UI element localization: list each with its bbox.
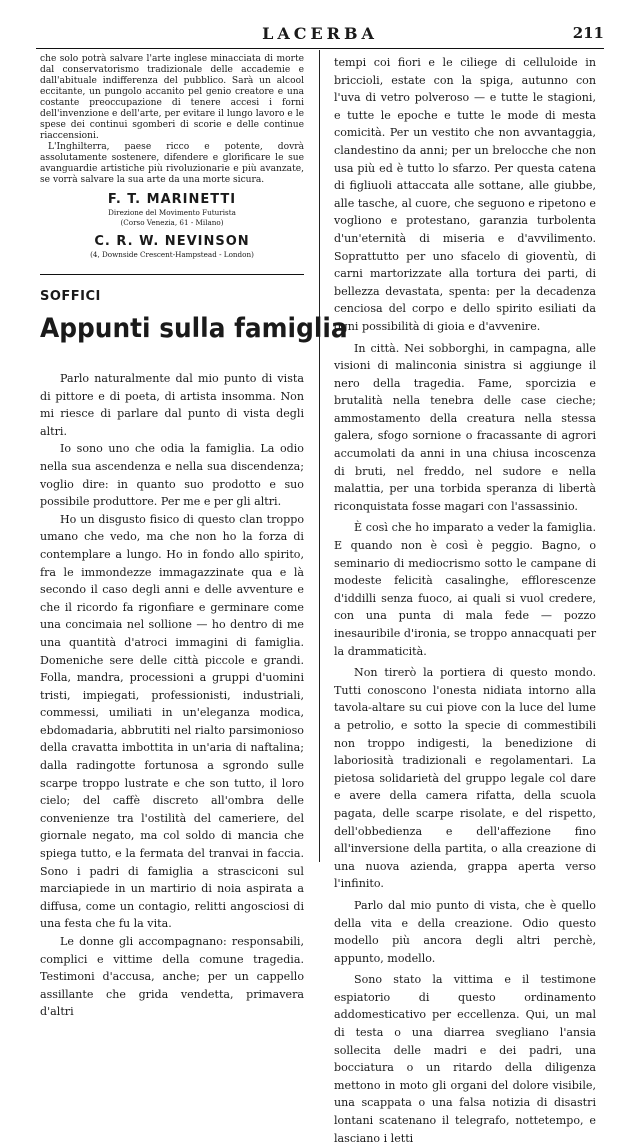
article-body-left — [40, 370, 304, 1021]
right-column — [334, 54, 596, 1147]
masthead: LACERBA — [262, 24, 378, 43]
signature-name: F. T. MARINETTI — [107, 192, 237, 207]
article-paragraph: Ho un disgusto fisico di questo clan troppo umano che vedo, ma che non ho la forza di contemplare a lungo. Ho in fondo allo spirito, fra le immondezze immagazzinate qua e là secondo il caso degli anni e delle avventure e che il ricordo fa rigonfiare e germinare come una concimaia nel sollione — ho dentro di me una quantità d'atroci immagini di famiglia. Domeniche sere delle città piccole e grandi. Folla, mandra, processioni a gruppi d'uomini tristi, impiegati, professionisti, industriali, commessi, umiliati in un'eleganza modica, ebdomadaria, abbrutiti nel rialto parsimonioso della cravatta imbottita in un'aria di naftalina; dalla radingotte fortunosa a sgrondo sulle scarpe troppo lustrate e che son tutto, il loro cielo; del caffè discreto all'ombra delle convenienze tra l'ostilità del cameriere, del giornale negato, ma col soldo di mancia che spiega tutto, e la fermata del tranvai in faccia. Sono i padri di famiglia a strasciconi sul marciapiede in un martirio di noia aspirata a diffusa, come un contagio, relitti angosciosi di una festa che fu la vita. — [40, 512, 304, 931]
article-paragraph: tempi coi fiori e le ciliege di celluloide in briccioli, estate con la spiga, autunno con l'uva di vetro polveroso — e tutte le stagioni, e tutte le epoche e tutte le mode di mesta comicità. Per un vestito che non avvantaggia, clandestino da anni; per un brelocche che non usa più ed è tutto lo sfarzo. Per questa catena di figliuoli attaccata alle sottane, alle giubbe, alle tasche, al cuore, che seguono e ripetono e vogliono e protestano, garanzia turbolenta d'un'eternità di miseria e d'avvilimento. Soprattutto per uno sfacelo di gioventù, di carni martorizzate alla tortura dei parti, di bellezza devastata, spenta: per la decadenza cenciosa del corpo e dello spirito esiliati da ogni possibilità di gioia e d'avvenire. — [334, 56, 596, 333]
page-number: 211 — [572, 24, 604, 42]
article-paragraph: Non tirerò la portiera di questo mondo. Tutti conoscono l'onesta nidiata intorno alla tavola-altare su cui piove con la luce del lume a petrolio, e sotto la specie di commestibili non troppo indigesti, la benedizione di laboriosità tradizionali e regolamentari. La pietosa solidarietà del gruppo legale col dare e avere della camera rifatta, della scuola pagata, delle scarpe risolate, e del rispetto, dell'obbedienza e dell'affezione fino all'inversione della partita, o alla creazione di una nuova azienda, grappa aperta verso l'infinito. — [334, 666, 596, 891]
signature-marinetti — [40, 192, 304, 228]
manifesto-paragraph: L'Inghilterra, paese ricco e potente, dovrà assolutamente sostenere, difendere e glorificare le sue avanguardie artistiche più rivoluzionarie e più avanzate, se vorrà salvare la sua arte da una morte sicura. — [40, 142, 304, 185]
page-header — [36, 24, 604, 46]
article-paragraph: Parlo dal mio punto di vista, che è quello della vita e della creazione. Odio questo modello più ancora degli altri perchè, appunto, modello. — [334, 898, 596, 965]
article-paragraph: In città. Nei sobborghi, in campagna, alle visioni di malinconia sinistra si aggiunge il nero della tragedia. Fame, sporcizia e brutalità nella tenebra delle case cieche; ammostamento della creatura nella stessa galera, sfogo sornione o fracassante di agrori accumolati da anni in una chiusa incoscenza di bruti, nel freddo, nel sudore e nella malattia, per una torbida speranza di libertà riconquistata fosse magari con l'assassinio. — [334, 341, 596, 513]
article-paragraph: Parlo naturalmente dal mio punto di vista di pittore e di poeta, di artista insomma. Non mi riesce di parlare dal punto di vista degli altri. — [40, 372, 304, 438]
manifesto-ending — [40, 54, 304, 186]
left-column — [40, 54, 348, 1021]
article-title: Appunti sulla famiglia — [40, 313, 348, 344]
article-paragraph: Le donne gli accompagnano: responsabili, complici e vittime della comune tragedia. Testimoni d'accusa, anche; per un cappello assillante che grida vendetta, primavera d'altri — [40, 935, 304, 1019]
manifesto-paragraph: che solo potrà salvare l'arte inglese minacciata di morte dal conservatorismo tradizionale delle accademie e dall'abituale indifferenza del pubblico. Sarà un alcool eccitante, un pungolo accanito pel genio creatore e una costante preoccupazione di tenere accesi i forni dell'invenzione e dell'arte, per evitare il lungo lavoro e le spese dei continui sgomberi di scorie e delle continue riaccensioni. — [40, 54, 304, 141]
header-rule — [36, 48, 604, 49]
column-divider — [319, 50, 320, 862]
signature-name: C. R. W. NEVINSON — [94, 234, 250, 249]
signature-detail: (Corso Venezia, 61 - Milano) — [120, 218, 224, 227]
signature-nevinson — [40, 234, 304, 260]
article-author: SOFFICI — [40, 289, 101, 304]
section-rule — [40, 274, 304, 275]
article-paragraph: Io sono uno che odia la famiglia. La odio nella sua ascendenza e nella sua discendenza; voglio dire: in quanto suo prodotto e suo possibile produttore. Per me e per gli altri. — [40, 442, 304, 509]
signature-detail: (4, Downside Crescent-Hampstead - London) — [90, 250, 254, 259]
article-paragraph: Sono stato la vittima e il testimone espiatorio di questo ordinamento addomesticativo per eccellenza. Qui, un mal di testa o una diarrea svegliano l'ansia sollecita delle madri e dei padri, una bocciatura o un ritardo della diligenza mettono in moto gli organi del dolore visibile, una scappata o una falsa notizia di disastri lontani scatenano il telegrafo, nottetempo, e lasciano i letti — [334, 973, 596, 1145]
article-paragraph: È così che ho imparato a veder la famiglia. E quando non è così è peggio. Bagno, o seminario di mediocrismo sotto le campane di modeste felicità casalinghe, efflorescenze d'iddilli senza fuoco, ai quali si vuol credere, con una punta di mala fede — pozzo inesauribile d'ironia, se troppo annacquati per la drammaticità. — [334, 521, 596, 658]
signature-detail: Direzione del Movimento Futurista — [108, 208, 236, 217]
